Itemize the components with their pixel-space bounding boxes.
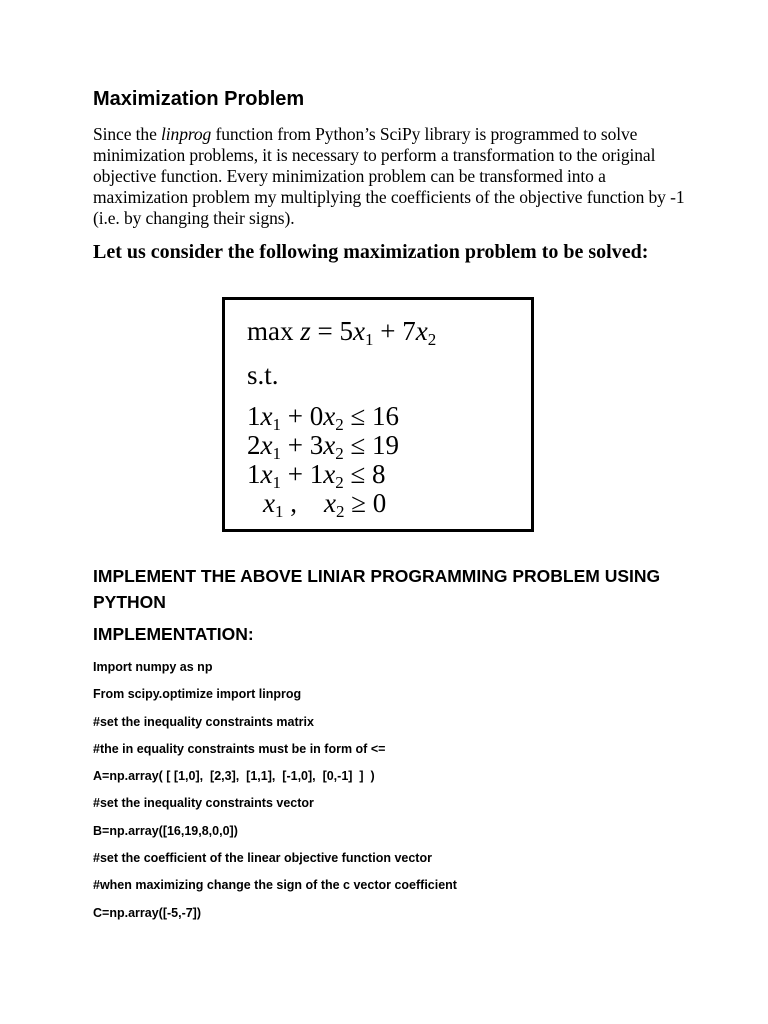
code-line: B=np.array([16,19,8,0,0]) xyxy=(93,823,238,838)
code-line: From scipy.optimize import linprog xyxy=(93,687,302,702)
code-line: A=np.array( [ [1,0], [2,3], [1,1], [-1,0], [0,-1] ] ) xyxy=(93,769,375,784)
page-title: Maximization Problem xyxy=(93,88,305,110)
implementation-heading: IMPLEMENTATION: xyxy=(93,624,254,644)
intro-text-end: function from Python’s SciPy library is programmed to solve minimization problems, it is necessary to perform a transformation to the original objective function. Every minimization problem can be transformed into a maximization problem my multiplying the coefficients of the objective function by -1 (i.e. by changing their signs). xyxy=(93,124,685,228)
code-line: #set the inequality constraints matrix xyxy=(93,714,314,729)
formula-nonnegativity: $x_1$ , $x_2 \ge 0$ xyxy=(263,488,387,521)
code-line: #when maximizing change the sign of the c vector coefficient xyxy=(93,878,457,893)
formula-constraint-2: $2x_1 + 3x_2 \le 19$ xyxy=(247,430,400,463)
code-line: Import numpy as np xyxy=(93,660,213,674)
intro-linprog-term: linprog xyxy=(161,124,212,144)
code-line: #set the coefficient of the linear objective function vector xyxy=(93,851,432,866)
formula-constraint-1: $1x_1 + 0x_2 \le 16$ xyxy=(247,401,400,434)
task-heading: IMPLEMENT THE ABOVE LINIAR PROGRAMMING PROBLEM USING PYTHON xyxy=(93,566,661,612)
code-line: C=np.array([-5,-7]) xyxy=(93,905,202,920)
code-lines xyxy=(93,658,713,931)
code-line: #the in equality constraints must be in form of <= xyxy=(93,741,386,756)
consider-statement: Let us consider the following maximization problem to be solved: xyxy=(93,241,649,263)
intro-paragraph xyxy=(93,124,693,229)
formula-box xyxy=(222,297,534,532)
formula-constraint-3: $1x_1 + 1x_2 \le 8$ xyxy=(247,459,386,492)
formula-objective: $\max z = 5x_1 + 7x_2$ xyxy=(247,316,437,349)
intro-text-start: Since the xyxy=(93,124,162,144)
formula-st: s.t. xyxy=(247,360,279,390)
code-line: #set the inequality constraints vector xyxy=(93,796,314,811)
